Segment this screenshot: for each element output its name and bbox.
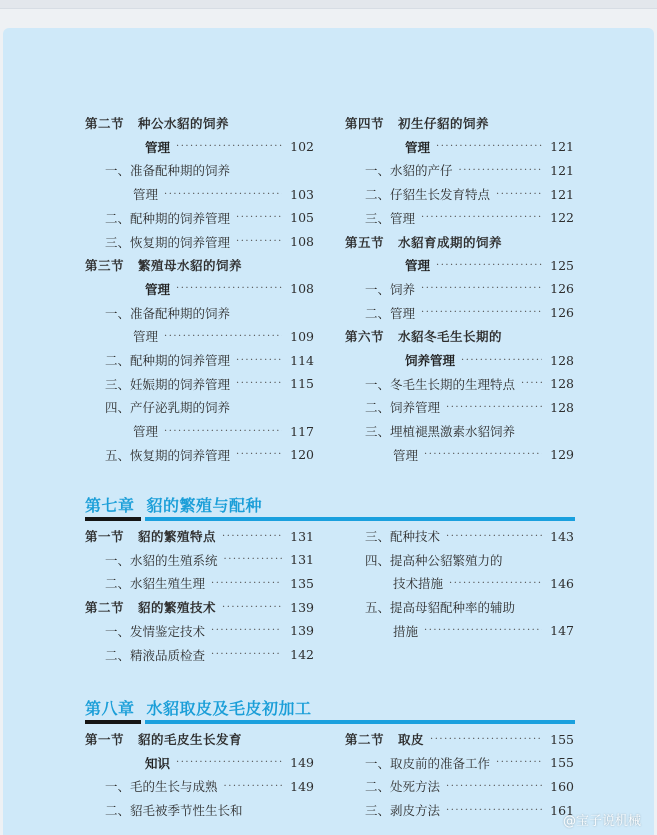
toc-entry-text: 一、准备配种期的饲养: [105, 305, 231, 321]
toc-entry-row: [85, 279, 314, 299]
toc-section-label: [85, 598, 216, 616]
toc-entry-text: 二、管理: [365, 305, 416, 321]
toc-entry-row: [345, 776, 574, 796]
section-number: 第五节: [345, 234, 385, 250]
page-number: 160: [550, 778, 574, 794]
toc-entry-row: [345, 160, 574, 180]
page-number: 131: [290, 528, 314, 544]
toc-entry-row: [85, 421, 314, 441]
page-number: 129: [550, 447, 574, 463]
chapter8-underline-blue: [145, 720, 575, 724]
dot-leader: [436, 260, 542, 271]
dot-leader: [164, 189, 282, 200]
toc-section-row: [85, 729, 314, 749]
dot-leader: [461, 355, 542, 366]
section-number: 第一节: [85, 529, 125, 544]
top-bar: [0, 0, 657, 9]
dot-leader: [521, 378, 542, 389]
chapter8-number: 第八章: [85, 699, 135, 718]
toc-entry-row: [85, 184, 314, 204]
page-number: 142: [290, 647, 314, 662]
page-number: 121: [550, 162, 574, 178]
toc-entry-text: 一、毛的生长与成熟: [105, 779, 218, 795]
toc-section-label: [345, 730, 424, 748]
dot-leader: [436, 141, 542, 152]
dot-leader: [421, 307, 542, 318]
toc-entry-row: [345, 397, 574, 417]
dot-leader: [176, 141, 282, 152]
chapter7-number: 第七章: [85, 496, 135, 515]
toc-entry-text: 五、提高母貂配种率的辅助: [365, 600, 516, 616]
dot-leader: [176, 757, 282, 768]
chapter7-heading: [85, 493, 575, 523]
toc-entry-text: 三、妊娠期的饲养管理: [105, 376, 231, 392]
chapter7-underline-blue: [145, 517, 575, 521]
toc-entry-row: [85, 137, 314, 157]
toc-entry-text: 知识: [145, 755, 171, 771]
toc-entry-row: [85, 160, 314, 180]
page-number: 115: [290, 376, 314, 392]
toc-entry-text: 五、恢复期的饲养管理: [105, 447, 231, 463]
toc-section-label: [345, 327, 502, 345]
dot-leader: [421, 212, 542, 223]
dot-leader: [459, 165, 542, 176]
toc-entry-row: [85, 621, 314, 641]
page-number: 121: [550, 139, 574, 155]
section-number: 第六节: [345, 329, 385, 345]
section-title: 貂的繁殖特点: [138, 529, 217, 544]
toc-entry-text: 三、管理: [365, 210, 416, 226]
dot-leader: [446, 805, 542, 816]
dot-leader: [421, 283, 542, 294]
page-number: 103: [290, 186, 314, 202]
dot-leader: [224, 554, 282, 565]
page-number: 147: [550, 623, 574, 639]
toc-entry-text: 一、冬毛生长期的生理特点: [365, 376, 516, 392]
toc-entry-row: [345, 137, 574, 157]
section-number: 第二节: [345, 732, 385, 747]
toc-section-label: [85, 114, 229, 132]
page-number: 143: [550, 528, 574, 544]
dot-leader: [236, 355, 282, 366]
dot-leader: [211, 578, 282, 589]
toc-entry-text: 一、准备配种期的饲养: [105, 163, 231, 179]
toc-entry-text: 一、取皮前的准备工作: [365, 755, 491, 771]
toc-section-row: [85, 255, 314, 275]
dot-leader: [446, 531, 542, 542]
page-number: 125: [550, 257, 574, 273]
toc-entry-text: 一、水貂的产仔: [365, 163, 453, 179]
dot-leader: [236, 236, 282, 247]
toc-entry-text: 四、产仔泌乳期的饲养: [105, 400, 231, 416]
page-number: 120: [290, 447, 314, 463]
toc-entry-row: [85, 232, 314, 252]
section-number: 第四节: [345, 116, 385, 131]
dot-leader: [164, 426, 282, 437]
section-title: 取皮: [398, 732, 425, 747]
toc-entry-row: [85, 326, 314, 346]
page-number: 128: [550, 399, 574, 415]
page-number: 155: [550, 755, 574, 771]
toc-entry-row: [345, 374, 574, 394]
toc-entry-row: [345, 208, 574, 228]
section-title: 貂的繁殖技术: [138, 600, 217, 616]
toc-entry-text: 二、貂毛被季节性生长和: [105, 803, 243, 819]
toc-entry-row: [345, 421, 574, 441]
toc-section-label: [85, 527, 216, 545]
toc-entry-row: [345, 526, 574, 546]
page-number: 126: [550, 305, 574, 321]
toc-entry-text: 四、提高种公貂繁殖力的: [365, 552, 503, 568]
page-number: 139: [290, 599, 314, 615]
dot-leader: [236, 378, 282, 389]
toc-entry-text: 管理: [393, 447, 419, 463]
dot-leader: [236, 449, 282, 460]
toc-section-label: [345, 233, 502, 251]
chapter7-underline-dark: [85, 517, 141, 521]
toc-entry-text: 一、水貂的生殖系统: [105, 552, 218, 568]
page-number: 122: [550, 210, 574, 226]
dot-leader: [430, 734, 542, 745]
page-number: 135: [290, 575, 314, 591]
toc-entry-text: 二、饲养管理: [365, 400, 441, 416]
toc-entry-row: [85, 374, 314, 394]
page-number: 108: [290, 234, 314, 249]
toc-entry-row: [345, 621, 574, 641]
section-title: 貂的毛皮生长发育: [138, 732, 243, 747]
toc-entry-row: [345, 255, 574, 275]
toc-entry-text: 管理: [145, 139, 171, 155]
toc-entry-row: [85, 303, 314, 323]
toc-section-row: [345, 113, 574, 133]
toc-entry-text: 管理: [405, 258, 431, 274]
dot-leader: [424, 449, 542, 460]
toc-section-label: [85, 730, 242, 748]
toc-entry-text: 二、配种期的饲养管理: [105, 353, 231, 368]
dot-leader: [446, 402, 542, 413]
toc-entry-text: 管理: [133, 424, 159, 440]
page-number: 121: [550, 186, 574, 202]
dot-leader: [446, 781, 542, 792]
page-number: 102: [290, 139, 314, 155]
toc-entry-text: 二、配种期的饲养管理: [105, 210, 231, 226]
section-title: 初生仔貂的饲养: [398, 116, 490, 131]
toc-entry-text: 三、埋植褪黑激素水貂饲养: [365, 424, 516, 440]
dot-leader: [211, 649, 282, 660]
page-number: 126: [550, 281, 574, 297]
toc-entry-row: [345, 350, 574, 370]
toc-entry-row: [345, 184, 574, 204]
section-number: 第三节: [85, 258, 125, 274]
toc-section-row: [85, 113, 314, 133]
page-number: 128: [550, 352, 574, 368]
dot-leader: [222, 602, 282, 613]
toc-entry-row: [345, 445, 574, 465]
dot-leader: [424, 625, 542, 636]
chapter8-heading: [85, 696, 575, 726]
toc-entry-text: 饲养管理: [405, 353, 456, 368]
dot-leader: [496, 757, 542, 768]
toc-entry-row: [85, 208, 314, 228]
chapter8-underline-dark: [85, 720, 141, 724]
section-title: 水貂育成期的饲养: [398, 234, 503, 250]
toc-entry-text: 二、仔貂生长发育特点: [365, 187, 491, 203]
dot-leader: [176, 283, 282, 294]
toc-entry-row: [85, 573, 314, 593]
toc-entry-row: [85, 350, 314, 370]
toc-section-row: [345, 232, 574, 252]
watermark: @宝子说机械: [562, 814, 641, 829]
toc-entry-row: [85, 397, 314, 417]
page-number: 161: [550, 802, 574, 818]
toc-section-row: [85, 597, 314, 617]
dot-leader: [496, 189, 542, 200]
toc-entry-text: 措施: [393, 623, 419, 639]
dot-leader: [449, 578, 542, 589]
page-number: 128: [550, 376, 574, 392]
page-number: 109: [290, 328, 314, 344]
toc-entry-text: 三、恢复期的饲养管理: [105, 234, 231, 250]
page-number: 108: [290, 281, 314, 297]
toc-entry-row: [345, 573, 574, 593]
toc-entry-text: 三、配种技术: [365, 529, 441, 544]
dot-leader: [236, 212, 282, 223]
toc-entry-row: [85, 645, 314, 665]
toc-entry-row: [85, 776, 314, 796]
toc-entry-row: [345, 279, 574, 299]
page-number: 139: [290, 623, 314, 639]
toc-entry-text: 一、发情鉴定技术: [105, 623, 206, 639]
toc-entry-row: [85, 800, 314, 820]
toc-entry-text: 二、水貂生殖生理: [105, 576, 206, 592]
toc-entry-text: 技术措施: [393, 576, 444, 592]
section-title: 水貂冬毛生长期的: [398, 329, 503, 345]
dot-leader: [211, 625, 282, 636]
toc-entry-row: [345, 753, 574, 773]
toc-section-row: [345, 729, 574, 749]
toc-section-label: [345, 114, 489, 132]
chapter7-title: 貂的繁殖与配种: [146, 496, 263, 515]
toc-entry-row: [345, 550, 574, 570]
toc-entry-text: 二、处死方法: [365, 779, 441, 795]
toc-entry-row: [85, 550, 314, 570]
section-number: 第二节: [85, 116, 125, 131]
dot-leader: [164, 331, 282, 342]
toc-entry-text: 管理: [133, 329, 159, 345]
toc-entry-row: [85, 753, 314, 773]
toc-entry-text: 一、饲养: [365, 281, 416, 297]
toc-section-label: [85, 256, 242, 274]
page-number: 131: [290, 552, 314, 568]
page-number: 155: [550, 731, 574, 747]
toc-entry-text: 管理: [133, 187, 159, 203]
toc-section-row: [85, 526, 314, 546]
toc-entry-text: 三、剥皮方法: [365, 803, 441, 819]
toc-section-row: [345, 326, 574, 346]
toc-entry-text: 管理: [405, 139, 431, 155]
toc-entry-row: [85, 445, 314, 465]
chapter8-title: 水貂取皮及毛皮初加工: [146, 699, 312, 718]
section-title: 繁殖母水貂的饲养: [138, 258, 243, 274]
toc-entry-row: [345, 800, 574, 820]
toc-page: [3, 28, 654, 835]
page-number: 149: [290, 755, 314, 771]
dot-leader: [224, 781, 282, 792]
page-number: 105: [290, 210, 314, 226]
toc-entry-text: 二、精液品质检查: [105, 647, 206, 663]
dot-leader: [222, 531, 282, 542]
page-number: 146: [550, 575, 574, 591]
section-number: 第一节: [85, 732, 125, 747]
page-number: 114: [290, 352, 314, 368]
toc-entry-text: 管理: [145, 281, 171, 297]
page-number: 117: [290, 423, 314, 439]
page-number: 149: [290, 778, 314, 794]
toc-entry-row: [345, 597, 574, 617]
toc-entry-row: [345, 303, 574, 323]
section-title: 种公水貂的饲养: [138, 116, 230, 131]
section-number: 第二节: [85, 600, 125, 616]
